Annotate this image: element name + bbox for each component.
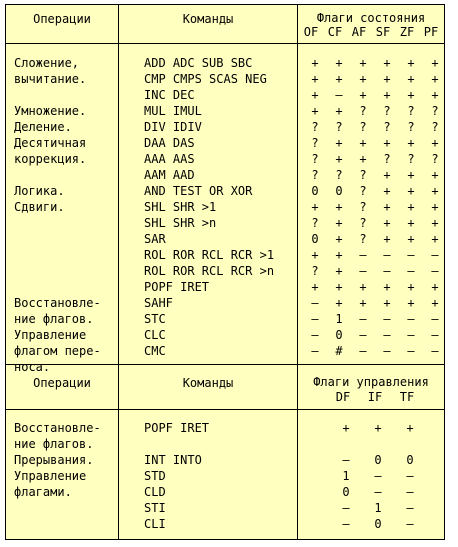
flag-value: +: [335, 248, 343, 262]
flag-value: +: [383, 216, 391, 230]
operation-label: носа.: [14, 360, 51, 374]
operation-label: ние флагов.: [14, 312, 94, 326]
flag-value: –: [311, 344, 319, 358]
flag-value: –: [359, 344, 367, 358]
flag-name: AF: [351, 25, 367, 39]
flag-value: +: [335, 152, 343, 166]
flag-value: +: [407, 216, 415, 230]
flag-value: +: [383, 232, 391, 246]
command-cell: MUL IMUL: [144, 104, 202, 118]
flag-value: –: [359, 312, 367, 326]
command-cell: INT INTO: [144, 453, 202, 467]
flag-row: [303, 247, 447, 263]
command-cell: STD: [144, 469, 166, 483]
command-cell: CLI: [144, 517, 166, 531]
flag-value: ?: [311, 136, 319, 150]
flag-value: +: [359, 88, 367, 102]
flag-value: ?: [359, 216, 367, 230]
flag-value: 1: [335, 312, 343, 326]
flag-row: [303, 295, 447, 311]
flag-value: +: [311, 280, 319, 294]
command-cell: CLD: [144, 485, 166, 499]
flag-value: ?: [359, 184, 367, 198]
flag-value: +: [383, 56, 391, 70]
flag-value: –: [342, 517, 350, 531]
flag-value: +: [383, 168, 391, 182]
flag-row: [303, 183, 447, 199]
operation-label: Сложение,: [14, 56, 80, 70]
flag-value: +: [335, 296, 343, 310]
flag-value: ?: [359, 168, 367, 182]
flag-name: ZF: [399, 25, 415, 39]
operation-label: Умножение.: [14, 104, 87, 118]
flag-value: +: [335, 200, 343, 214]
flag-value: –: [359, 248, 367, 262]
flag-name: DF: [335, 390, 351, 404]
control-flag-names: [327, 389, 423, 405]
command-cell: AAA AAS: [144, 152, 195, 166]
flag-value: +: [407, 232, 415, 246]
command-cell: SAR: [144, 232, 166, 246]
command-cell: ROL ROR RCL RCR >n: [144, 264, 275, 278]
flag-value: +: [359, 136, 367, 150]
flag-value: +: [335, 104, 343, 118]
flag-value: 0: [335, 328, 343, 342]
command-cell: AND TEST OR XOR: [144, 184, 253, 198]
operation-label: вычитание.: [14, 72, 87, 86]
operation-label: флагом пере-: [14, 344, 101, 358]
flag-value: +: [431, 136, 439, 150]
column-divider: [297, 4, 298, 540]
flag-value: ?: [431, 120, 439, 134]
operation-label: Деление.: [14, 120, 72, 134]
flag-value: –: [431, 344, 439, 358]
flag-value: –: [383, 248, 391, 262]
flag-value: –: [383, 264, 391, 278]
flag-value: +: [431, 200, 439, 214]
flag-name: SF: [375, 25, 391, 39]
operation-label: коррекция.: [14, 152, 87, 166]
operation-label: Сдвиги.: [14, 200, 65, 214]
flag-value: ?: [407, 152, 415, 166]
header-commands-2: Команды: [182, 376, 234, 390]
flag-value: +: [383, 88, 391, 102]
flag-row: [303, 311, 447, 327]
flag-row: [303, 119, 447, 135]
flag-value: ?: [335, 168, 343, 182]
flag-value: ?: [311, 168, 319, 182]
flag-value: –: [407, 248, 415, 262]
flag-value: +: [383, 200, 391, 214]
flag-value: –: [407, 328, 415, 342]
command-cell: ADD ADC SUB SBC: [144, 56, 253, 70]
command-cell: CLC: [144, 328, 166, 342]
header-divider: [5, 43, 445, 44]
flag-row: [303, 151, 447, 167]
command-cell: STC: [144, 312, 166, 326]
flag-value: ?: [407, 120, 415, 134]
flag-name: CF: [327, 25, 343, 39]
flag-value: ?: [359, 232, 367, 246]
flag-value: +: [335, 72, 343, 86]
flag-row: [303, 215, 447, 231]
flag-value: +: [311, 104, 319, 118]
flag-value: +: [311, 200, 319, 214]
flag-row: [303, 71, 447, 87]
flag-value: –: [342, 453, 350, 467]
flag-value: +: [311, 248, 319, 262]
flag-name: IF: [367, 390, 383, 404]
command-cell: DIV IDIV: [144, 120, 202, 134]
column-divider: [118, 4, 119, 540]
header-commands: Команды: [182, 12, 234, 26]
flag-value: +: [359, 280, 367, 294]
flag-value: +: [431, 72, 439, 86]
flag-row: [303, 55, 447, 71]
flag-value: +: [407, 200, 415, 214]
flag-value: –: [406, 517, 414, 531]
command-cell: CMC: [144, 344, 166, 358]
status-flag-names: [299, 24, 443, 40]
flag-value: 1: [374, 501, 382, 515]
flag-value: –: [383, 328, 391, 342]
flag-value: 0: [311, 184, 319, 198]
command-cell: STI: [144, 501, 166, 515]
command-cell: POPF IRET: [144, 421, 210, 435]
operation-label: флагами.: [14, 485, 72, 499]
flag-value: +: [406, 421, 414, 435]
command-cell: AAM AAD: [144, 168, 195, 182]
flag-value: –: [374, 469, 382, 483]
flag-value: +: [335, 136, 343, 150]
flag-value: –: [407, 264, 415, 278]
flag-value: 0: [406, 453, 414, 467]
flag-value: +: [431, 232, 439, 246]
flag-value: +: [359, 56, 367, 70]
flag-value: ?: [359, 104, 367, 118]
flag-value: ?: [311, 264, 319, 278]
header-status-flags: Флаги состояния: [316, 11, 426, 25]
flag-value: –: [383, 312, 391, 326]
flag-name: OF: [303, 25, 319, 39]
flag-value: –: [407, 344, 415, 358]
flag-value: –: [359, 328, 367, 342]
flag-value: +: [431, 296, 439, 310]
flag-value: #: [335, 344, 343, 358]
flag-row: [303, 327, 447, 343]
flag-value: +: [407, 184, 415, 198]
flag-value: ?: [335, 120, 343, 134]
flag-value: +: [335, 280, 343, 294]
operation-label: Восстановле-: [14, 296, 101, 310]
flag-value: ?: [431, 152, 439, 166]
flag-name: PF: [423, 25, 439, 39]
command-cell: SHL SHR >n: [144, 216, 217, 230]
flag-value: ?: [431, 104, 439, 118]
flag-value: –: [431, 248, 439, 262]
flag-value: +: [359, 152, 367, 166]
flag-value: +: [431, 88, 439, 102]
flag-value: +: [383, 72, 391, 86]
command-cell: SAHF: [144, 296, 173, 310]
flag-value: –: [406, 485, 414, 499]
flag-value: –: [342, 501, 350, 515]
flag-value: +: [431, 168, 439, 182]
flag-value: +: [407, 72, 415, 86]
operation-label: Управление: [14, 328, 87, 342]
flag-value: +: [311, 56, 319, 70]
header-divider: [5, 409, 445, 410]
flag-value: –: [335, 88, 343, 102]
flag-value: –: [383, 344, 391, 358]
flag-value: –: [407, 312, 415, 326]
flag-row: [330, 420, 426, 436]
flag-value: +: [383, 280, 391, 294]
flag-value: +: [383, 296, 391, 310]
flag-value: ?: [383, 104, 391, 118]
flag-value: –: [311, 312, 319, 326]
flag-value: +: [342, 421, 350, 435]
flag-value: 0: [311, 232, 319, 246]
flag-row: [303, 231, 447, 247]
flag-value: +: [407, 296, 415, 310]
command-cell: ROL ROR RCL RCR >1: [144, 248, 275, 262]
flag-value: +: [383, 136, 391, 150]
flag-value: 0: [335, 184, 343, 198]
flag-value: ?: [383, 152, 391, 166]
flag-value: +: [407, 168, 415, 182]
flag-row: [303, 87, 447, 103]
flag-value: +: [311, 88, 319, 102]
flag-value: +: [407, 280, 415, 294]
flag-name: TF: [399, 390, 415, 404]
command-cell: SHL SHR >1: [144, 200, 217, 214]
flag-value: ?: [311, 152, 319, 166]
flag-row: [330, 484, 426, 500]
flag-value: +: [431, 56, 439, 70]
flag-value: ?: [359, 200, 367, 214]
flag-row: [330, 468, 426, 484]
flag-row: [303, 279, 447, 295]
flag-value: +: [359, 296, 367, 310]
operation-label: Управление: [14, 469, 87, 483]
flag-value: +: [335, 264, 343, 278]
flag-value: ?: [383, 120, 391, 134]
flag-row: [330, 516, 426, 532]
flag-value: –: [374, 485, 382, 499]
flag-value: –: [431, 264, 439, 278]
command-cell: INC DEC: [144, 88, 195, 102]
flag-value: +: [431, 280, 439, 294]
flag-value: +: [407, 136, 415, 150]
flag-value: +: [431, 216, 439, 230]
operation-label: Десятичная: [14, 136, 87, 150]
flag-row: [330, 500, 426, 516]
flag-value: –: [359, 264, 367, 278]
flag-value: –: [406, 469, 414, 483]
flag-value: 0: [374, 517, 382, 531]
flag-value: –: [311, 296, 319, 310]
flag-value: 0: [342, 485, 350, 499]
operation-label: Логика.: [14, 184, 65, 198]
flag-value: +: [359, 72, 367, 86]
flag-row: [303, 167, 447, 183]
flag-row: [303, 343, 447, 359]
header-operations-2: Операции: [33, 376, 91, 390]
flag-row: [303, 135, 447, 151]
flag-row: [303, 263, 447, 279]
flag-value: +: [383, 184, 391, 198]
flag-value: +: [335, 216, 343, 230]
flag-row: [303, 199, 447, 215]
flag-value: –: [406, 501, 414, 515]
command-cell: DAA DAS: [144, 136, 195, 150]
flag-value: +: [335, 232, 343, 246]
operation-label: ние флагов.: [14, 437, 94, 451]
flag-value: +: [407, 88, 415, 102]
flag-value: +: [407, 56, 415, 70]
flag-value: +: [335, 56, 343, 70]
flag-value: –: [431, 312, 439, 326]
flag-value: +: [374, 421, 382, 435]
flag-value: ?: [311, 216, 319, 230]
flag-row: [303, 103, 447, 119]
header-control-flags: Флаги управления: [313, 375, 429, 389]
flag-value: ?: [407, 104, 415, 118]
flag-value: +: [311, 72, 319, 86]
command-cell: POPF IRET: [144, 280, 210, 294]
flag-value: 0: [374, 453, 382, 467]
flag-row: [330, 452, 426, 468]
flag-value: +: [431, 184, 439, 198]
flag-value: –: [431, 328, 439, 342]
header-operations: Операции: [33, 12, 91, 26]
flag-value: ?: [311, 120, 319, 134]
operation-label: Восстановле-: [14, 421, 101, 435]
flag-value: ?: [359, 120, 367, 134]
command-cell: CMP CMPS SCAS NEG: [144, 72, 267, 86]
flag-value: –: [311, 328, 319, 342]
operation-label: Прерывания.: [14, 453, 94, 467]
flag-value: 1: [342, 469, 350, 483]
